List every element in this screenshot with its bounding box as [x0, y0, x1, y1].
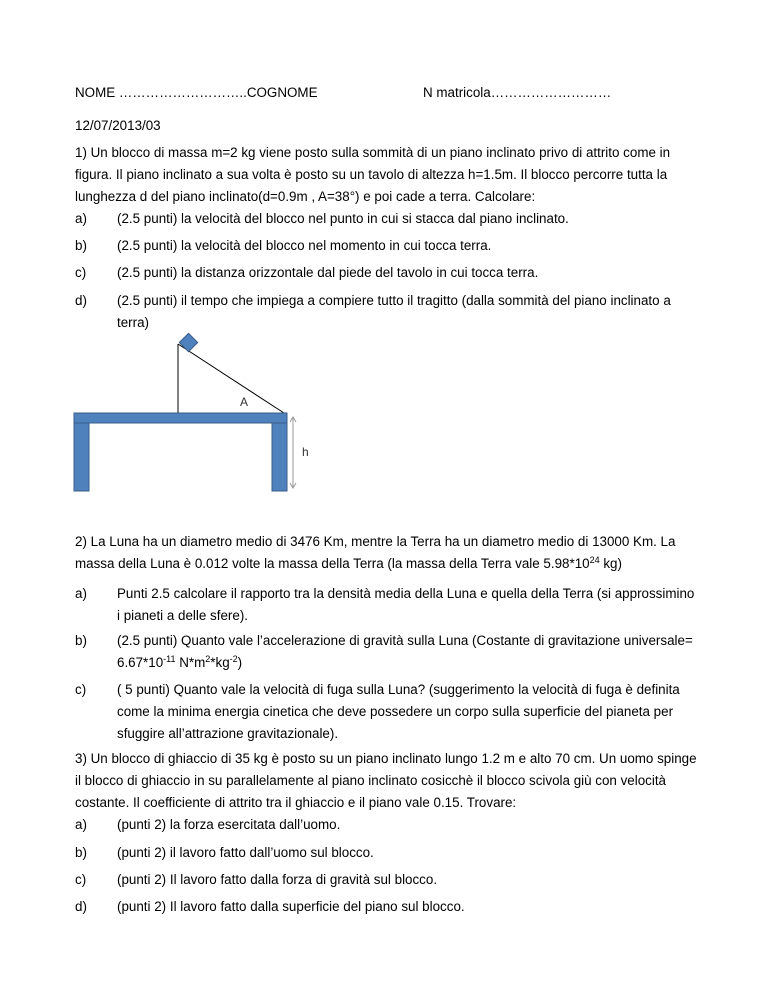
item-text: ( 5 punti) Quanto vale la velocità di fuga sulla Luna? (suggerimento la velocità di fuga è definita come la minima energia cinetica che deve possedere un corpo sulla superficie del pianeta per sfuggire all’attrazione gravitazionale).	[117, 682, 680, 741]
table-leg-left	[74, 423, 89, 491]
q2b-unit2: *kg	[210, 655, 230, 670]
item-label: a)	[75, 817, 87, 832]
item-text: (2.5 punti) la velocità del blocco nel momento in cui tocca terra.	[117, 238, 492, 253]
item-label: d)	[75, 899, 87, 914]
q2-text-main: 2) La Luna ha un diametro medio di 3476 Km, mentre la Terra ha un diametro medio di 13000 Km. La massa della Luna è 0.012 volte la massa della Terra (la massa della Terra vale 5.98*10	[75, 534, 676, 571]
item-text	[117, 630, 695, 674]
item-text: (punti 2) il lavoro fatto dall’uomo sul blocco.	[117, 845, 374, 860]
height-label: h	[302, 445, 309, 459]
item-label: b)	[75, 633, 87, 648]
item-label: b)	[75, 845, 87, 860]
exam-date: 12/07/2013/03	[75, 118, 161, 133]
item-text: (2.5 punti) la velocità del blocco nel punto in cui si stacca dal piano inclinato.	[117, 211, 569, 226]
item-text: (2.5 punti) la distanza orizzontale dal piede del tavolo in cui tocca terra.	[117, 265, 539, 280]
q2b-exp3: -2	[229, 654, 238, 664]
q2-item-b	[75, 630, 695, 674]
item-text: (punti 2) Il lavoro fatto dalla forza di gravità sul blocco.	[117, 872, 438, 887]
item-text: (punti 2) la forza esercitata dall’uomo.	[117, 817, 341, 832]
block-icon	[179, 333, 197, 351]
q2b-close: )	[237, 655, 243, 670]
q2-item-a	[75, 583, 695, 627]
question-1-text: 1) Un blocco di massa m=2 kg viene posto sulla sommità di un piano inclinato privo di attrito come in figura. Il piano inclinato a sua volta è posto su un tavolo di altezza h=1.5m. Il blocco percorre tutta la lunghezza d del piano inclinato(d=0.9m , A=38°) e poi cade a terra. Calcolare:	[75, 145, 671, 204]
item-label: c)	[75, 265, 87, 280]
q2b-line1: (2.5 punti) Quanto vale l’accelerazione di gravità sulla Luna (Costante di gravitazione universale=	[117, 633, 693, 648]
item-text: Punti 2.5 calcolare il rapporto tra la densità media della Luna e quella della Terra (si approssimino i pianeti a delle sfere).	[117, 586, 695, 623]
item-label: d)	[75, 293, 87, 308]
q2b-unit1: N*m	[175, 655, 206, 670]
question-2-text	[75, 531, 700, 575]
question-3-text: 3) Un blocco di ghiaccio di 35 kg è posto su un piano inclinato lungo 1.2 m e alto 70 cm. Un uomo spinge il blocco di ghiaccio in su parallelamente al piano inclinato cosicchè il blocco scivola giù con velocità costante. Il coefficiente di attrito tra il ghiaccio e il piano vale 0.15. Trovare:	[75, 751, 697, 810]
incline-hypotenuse	[178, 344, 284, 413]
item-label: c)	[75, 682, 87, 697]
table-top	[74, 413, 287, 423]
item-label: a)	[75, 586, 87, 601]
item-label: a)	[75, 211, 87, 226]
q2-exponent: 24	[589, 555, 600, 565]
matricola-field: N matricola………………………	[423, 85, 612, 100]
name-surname-field: NOME ………………………..COGNOME	[75, 85, 318, 100]
q2b-const: 6.67*10	[117, 655, 164, 670]
q2-item-c	[75, 679, 695, 745]
table-leg-right	[272, 423, 287, 491]
item-text: (2.5 punti) il tempo che impiega a compiere tutto il tragitto (dalla sommità del piano inclinato a terra)	[117, 293, 671, 330]
q2-text-end: kg)	[599, 556, 622, 571]
item-label: c)	[75, 872, 87, 887]
item-label: b)	[75, 238, 87, 253]
angle-label: A	[240, 395, 249, 409]
item-text: (punti 2) Il lavoro fatto dalla superficie del piano sul blocco.	[117, 899, 465, 914]
q2b-exp2: 2	[205, 654, 211, 664]
q2b-exp1: -11	[163, 654, 176, 664]
